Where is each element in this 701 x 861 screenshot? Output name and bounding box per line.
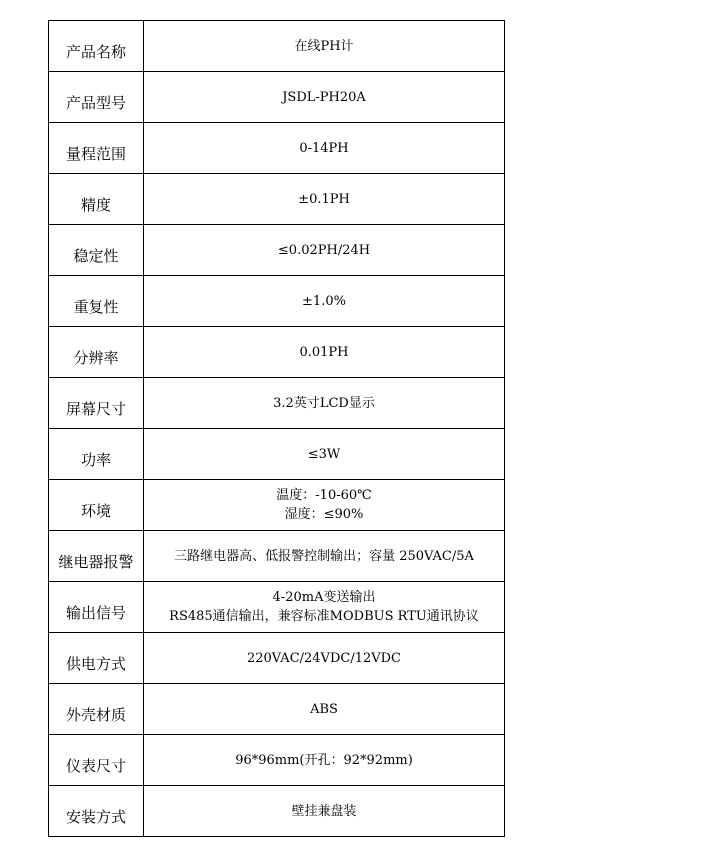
spec-label: 仪表尺寸 <box>49 735 144 786</box>
spec-label: 外壳材质 <box>49 684 144 735</box>
spec-value-line: 在线PH计 <box>294 38 354 54</box>
spec-value <box>144 531 505 582</box>
table-row <box>49 684 505 735</box>
spec-label: 产品型号 <box>49 72 144 123</box>
spec-label: 量程范围 <box>49 123 144 174</box>
spec-value <box>144 480 505 531</box>
spec-value-line: ≤0.02PH/24H <box>277 242 371 258</box>
spec-label: 稳定性 <box>49 225 144 276</box>
spec-value <box>144 429 505 480</box>
table-row <box>49 786 505 837</box>
spec-value-line: ±1.0% <box>302 293 346 309</box>
spec-value <box>144 378 505 429</box>
spec-value <box>144 786 505 837</box>
table-row <box>49 225 505 276</box>
spec-value-line: 0-14PH <box>299 140 349 156</box>
spec-value-line: ±0.1PH <box>298 191 350 207</box>
table-row <box>49 582 505 633</box>
table-row <box>49 633 505 684</box>
spec-label: 安装方式 <box>49 786 144 837</box>
spec-label: 重复性 <box>49 276 144 327</box>
table-row <box>49 72 505 123</box>
spec-value-line: 96*96mm(开孔：92*92mm) <box>235 752 413 768</box>
table-row <box>49 429 505 480</box>
table-row <box>49 21 505 72</box>
table-row <box>49 735 505 786</box>
spec-value <box>144 276 505 327</box>
spec-value-line: ABS <box>310 701 338 717</box>
spec-value-line: 220VAC/24VDC/12VDC <box>246 650 401 666</box>
spec-label: 供电方式 <box>49 633 144 684</box>
table-row <box>49 378 505 429</box>
table-row <box>49 123 505 174</box>
spec-value-line: RS485通信输出，兼容标准MODBUS RTU通讯协议 <box>169 609 479 624</box>
spec-value <box>144 684 505 735</box>
spec-value-line: 壁挂兼盘装 <box>291 803 357 819</box>
spec-label: 输出信号 <box>49 582 144 633</box>
spec-label: 精度 <box>49 174 144 225</box>
table-row <box>49 480 505 531</box>
spec-value <box>144 225 505 276</box>
spec-value-line: 温度：-10-60℃ <box>276 488 372 503</box>
spec-value <box>144 633 505 684</box>
spec-label: 产品名称 <box>49 21 144 72</box>
spec-label: 环境 <box>49 480 144 531</box>
spec-value-line: ≤3W <box>307 446 341 462</box>
spec-value-line: 湿度：≤90% <box>284 507 364 522</box>
spec-table <box>48 20 505 837</box>
spec-value <box>144 735 505 786</box>
table-row <box>49 174 505 225</box>
table-row <box>49 276 505 327</box>
spec-value-line: 三路继电器高、低报警控制输出；容量 250VAC/5A <box>174 548 474 564</box>
table-row <box>49 327 505 378</box>
spec-value <box>144 327 505 378</box>
spec-label: 屏幕尺寸 <box>49 378 144 429</box>
spec-table-body <box>49 21 505 837</box>
spec-value <box>144 72 505 123</box>
spec-value-line: 4-20mA变送输出 <box>272 590 376 605</box>
spec-label: 功率 <box>49 429 144 480</box>
spec-label: 分辨率 <box>49 327 144 378</box>
spec-value <box>144 174 505 225</box>
spec-value-line: 0.01PH <box>299 344 349 360</box>
spec-value-line: JSDL-PH20A <box>282 89 366 105</box>
spec-value <box>144 21 505 72</box>
spec-value <box>144 582 505 633</box>
spec-value <box>144 123 505 174</box>
spec-label: 继电器报警 <box>49 531 144 582</box>
spec-value-line: 3.2英寸LCD显示 <box>273 395 375 411</box>
table-row <box>49 531 505 582</box>
